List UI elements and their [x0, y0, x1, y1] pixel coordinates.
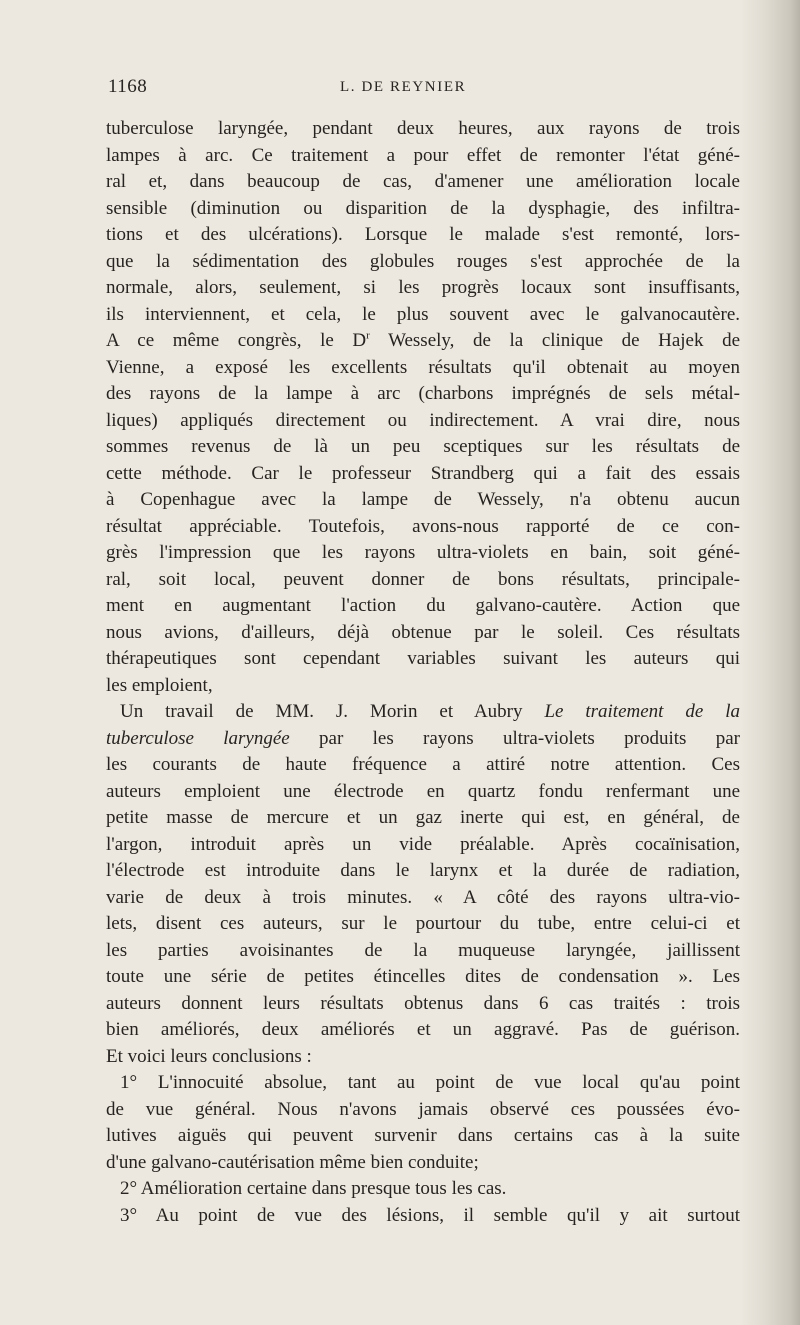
text-line: ment en augmentant l'action du galvano-cautère. Action que [106, 595, 740, 616]
text-line: nous avions, d'ailleurs, déjà obtenue par le soleil. Ces résultats [106, 621, 740, 643]
text-line: les emploient, [106, 674, 213, 696]
text-line: les parties avoisinantes de la muqueuse laryngée, jaillissent [106, 939, 740, 961]
text-line: sensible (diminution ou disparition de la dysphagie, des infiltra- [106, 197, 740, 219]
text-line: petite masse de mercure et un gaz inerte qui est, en général, de [106, 807, 740, 828]
text-line: Vienne, a exposé les excellents résultats qu'il obtenait au moyen [106, 356, 740, 378]
text-line: ral, soit local, peuvent donner de bons résultats, principale- [106, 568, 740, 590]
text-fragment: Wessely, de la clinique de Hajek de [369, 330, 740, 351]
text-line: thérapeutiques sont cependant variables suivant les auteurs qui [106, 648, 740, 669]
text-line [106, 699, 740, 726]
text-line [106, 726, 740, 753]
text-line: lutives aiguës qui peuvent survenir dans certains cas à la suite [106, 1125, 740, 1146]
text-line: les courants de haute fréquence a attiré notre attention. Ces [106, 754, 740, 775]
text-line: tions et des ulcérations). Lorsque le malade s'est remonté, lors- [106, 224, 740, 245]
text-line: des rayons de la lampe à arc (charbons imprégnés de sels métal- [106, 383, 740, 404]
text-line: que la sédimentation des globules rouges s'est approchée de la [106, 250, 740, 272]
text-line: auteurs emploient une électrode en quartz fondu renfermant une [106, 780, 740, 802]
text-line: l'électrode est introduite dans le larynx et la durée de radiation, [106, 860, 740, 881]
italic-title: Le traitement de la [544, 701, 740, 722]
text-line: d'une galvano-cautérisation même bien conduite; [106, 1151, 479, 1173]
text-line: normale, alors, seulement, si les progrès locaux sont insuffisants, [106, 277, 740, 298]
text-line: 1° L'innocuité absolue, tant au point de vue local qu'au point [120, 1072, 740, 1093]
text-line [106, 328, 740, 355]
page-header [108, 76, 740, 100]
text-line: tuberculose laryngée, pendant deux heures, aux rayons de trois [106, 118, 740, 139]
text-line: 2° Amélioration certaine dans presque tous les cas. [120, 1178, 507, 1199]
text-fragment: A ce même congrès, le D [106, 330, 367, 351]
text-fragment: Un travail de MM. J. Morin et Aubry [120, 701, 545, 722]
running-head: L. DE REYNIER [340, 79, 467, 95]
text-line: ral et, dans beaucoup de cas, d'amener une amélioration locale [106, 171, 740, 192]
text-line: sommes revenus de là un peu sceptiques sur les résultats de [106, 436, 740, 457]
text-line: toute une série de petites étincelles dites de condensation ». Les [106, 966, 740, 987]
body-text [106, 116, 740, 1229]
text-line: bien améliorés, deux améliorés et un aggravé. Pas de guérison. [106, 1019, 740, 1040]
text-line: résultat appréciable. Toutefois, avons-nous rapporté de ce con- [106, 515, 740, 537]
text-line: liques) appliqués directement ou indirectement. A vrai dire, nous [106, 409, 740, 431]
text-line: de vue général. Nous n'avons jamais observé ces poussées évo- [106, 1098, 740, 1120]
text-line: ils interviennent, et cela, le plus souvent avec le galvanocautère. [106, 303, 740, 325]
text-line: varie de deux à trois minutes. « A côté des rayons ultra-vio- [106, 886, 740, 908]
text-line: à Copenhague avec la lampe de Wessely, n'a obtenu aucun [106, 489, 740, 510]
text-line: grès l'impression que les rayons ultra-violets en bain, soit géné- [106, 542, 740, 563]
page-number: 1168 [108, 76, 148, 97]
text-line: lets, disent ces auteurs, sur le pourtour du tube, entre celui-ci et [106, 913, 740, 934]
text-line: 3° Au point de vue des lésions, il semble qu'il y ait surtout [120, 1204, 740, 1226]
text-line: lampes à arc. Ce traitement a pour effet de remonter l'état géné- [106, 144, 740, 166]
superscript: r [366, 329, 370, 342]
text-fragment: par les rayons ultra-violets produits par [289, 727, 740, 749]
text-line: Et voici leurs conclusions : [106, 1045, 312, 1067]
text-line: cette méthode. Car le professeur Strandberg qui a fait des essais [106, 462, 740, 484]
italic-title: tuberculose laryngée [106, 727, 290, 749]
text-line: auteurs donnent leurs résultats obtenus dans 6 cas traités : trois [106, 992, 740, 1014]
text-line: l'argon, introduit après un vide préalable. Après cocaïnisation, [106, 833, 740, 855]
